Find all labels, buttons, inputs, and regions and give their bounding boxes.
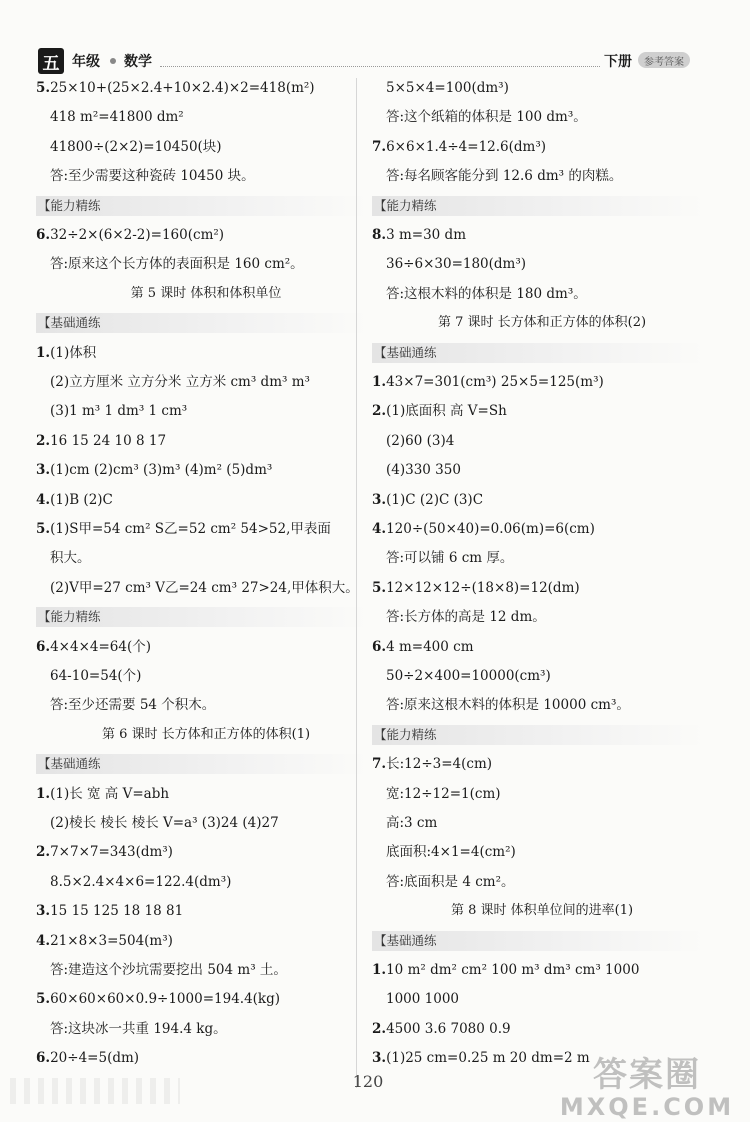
answer-line: 5.(1)S甲=54 cm² S乙=52 cm² 54>52,甲表面: [36, 521, 331, 537]
answer-line: 宽:12÷12=1(cm): [386, 785, 501, 802]
section-heading: 【能力精练: [36, 607, 368, 627]
scan-smudge: [10, 1078, 180, 1104]
answer-tag: 参考答案: [638, 52, 690, 68]
answer-line: (4)330 350: [386, 462, 461, 479]
answer-line: (2)立方厘米 立方分米 立方米 cm³ dm³ m³: [50, 374, 310, 390]
question-number: 8.: [372, 227, 387, 243]
answer-line: 答:建造这个沙坑需要挖出 504 m³ 土。: [50, 962, 287, 978]
question-number: 7.: [372, 138, 387, 155]
answer-line: 答:至少需要这种瓷砖 10450 块。: [50, 168, 255, 185]
answer-line: 1.(1)长 宽 高 V=abh: [36, 785, 170, 802]
volume-label: 下册: [604, 54, 632, 70]
question-number: 3.: [372, 491, 387, 508]
answer-line: 4.(1)B (2)C: [36, 491, 113, 508]
separator-dot: [110, 58, 116, 64]
lesson-title: 第 6 课时 长方体和正方体的体积(1): [101, 726, 311, 742]
answer-line: (2)60 (3)4: [386, 432, 455, 449]
answer-line: 6.20÷4=5(dm): [36, 1050, 140, 1067]
answer-line: 8.5×2.4×4×6=122.4(dm³): [50, 873, 232, 890]
answer-line: 2.16 15 24 10 8 17: [36, 432, 167, 449]
question-number: 3.: [372, 1050, 387, 1067]
question-number: 6.: [36, 1050, 51, 1067]
answer-line: 2.7×7×7=343(dm³): [36, 844, 173, 861]
answer-line: 2.4500 3.6 7080 0.9: [372, 1020, 511, 1037]
question-number: 1.: [36, 785, 51, 802]
section-heading: 【基础通练: [36, 754, 368, 774]
question-number: 6.: [36, 227, 51, 243]
answer-line: 6.4×4×4=64(个): [36, 638, 152, 655]
question-number: 7.: [372, 756, 387, 773]
answer-line: 答:每名顾客能分到 12.6 dm³ 的肉糕。: [386, 168, 623, 185]
answer-line: 答:长方体的高是 12 dm。: [386, 609, 546, 626]
question-number: 2.: [36, 844, 51, 861]
column-divider: [356, 78, 357, 1088]
answer-line: 2.(1)底面积 高 V=Sh: [372, 403, 507, 420]
answer-line: 7.长:12÷3=4(cm): [372, 756, 493, 773]
question-number: 4.: [372, 521, 387, 537]
question-number: 6.: [36, 638, 51, 655]
header-rule: [160, 66, 600, 67]
question-number: 5.: [36, 991, 51, 1008]
answer-line: 答:这根木料的体积是 180 dm³。: [386, 285, 587, 302]
answer-line: 答:这个纸箱的体积是 100 dm³。: [386, 109, 587, 126]
question-number: 2.: [36, 432, 51, 449]
lesson-title: 第 8 课时 体积单位间的进率(1): [450, 903, 634, 919]
answer-line: 8.3 m=30 dm: [372, 227, 466, 243]
grade-badge: 五: [38, 48, 64, 74]
question-number: 6.: [372, 638, 387, 655]
answer-line: 36÷6×30=180(dm³): [386, 256, 527, 273]
answer-line: 50÷2×400=10000(cm³): [386, 668, 551, 684]
answer-line: 答:原来这根木料的体积是 10000 cm³。: [386, 697, 630, 714]
section-heading: 【基础通练: [372, 931, 704, 951]
answer-line: 3.(1)C (2)C (3)C: [372, 491, 484, 508]
page-number: 120: [352, 1072, 384, 1091]
watermark-logo: [552, 1055, 742, 1121]
watermark-line1: 答案圈: [593, 1055, 701, 1095]
answer-line: 41800÷(2×2)=10450(块): [50, 138, 222, 155]
answer-line: (2)棱长 棱长 棱长 V=a³ (3)24 (4)27: [50, 815, 279, 831]
question-number: 5.: [36, 521, 51, 537]
section-heading: 【能力精练: [372, 196, 704, 216]
answer-line: 积大。: [50, 550, 91, 567]
answer-line: (2)V甲=27 cm³ V乙=24 cm³ 27>24,甲体积大。: [50, 579, 359, 596]
section-heading: 【基础通练: [372, 343, 704, 363]
lesson-title: 第 7 课时 长方体和正方体的体积(2): [437, 315, 647, 331]
grade-label: 年级: [72, 54, 100, 70]
answer-line: 1.43×7=301(cm³) 25×5=125(m³): [372, 374, 604, 390]
question-number: 2.: [372, 1020, 387, 1037]
lesson-title: 第 5 课时 体积和体积单位: [130, 285, 282, 301]
section-heading: 【基础通练: [36, 313, 368, 333]
answer-line: 底面积:4×1=4(cm²): [386, 844, 516, 861]
answer-line: 1.10 m² dm² cm² 100 m³ dm³ cm³ 1000: [372, 962, 640, 978]
question-number: 5.: [372, 579, 387, 596]
question-number: 4.: [36, 491, 51, 508]
question-number: 1.: [36, 344, 51, 361]
answer-line: 3.(1)25 cm=0.25 m 20 dm=2 m: [372, 1050, 590, 1067]
answer-line: 1000 1000: [386, 991, 460, 1008]
question-number: 4.: [36, 932, 51, 949]
question-number: 3.: [36, 462, 51, 479]
question-number: 1.: [372, 374, 387, 390]
question-number: 1.: [372, 962, 387, 978]
answer-line: 答:可以铺 6 cm 厚。: [386, 550, 514, 567]
question-number: 2.: [372, 403, 387, 420]
question-number: 3.: [36, 903, 51, 920]
answer-line: 5.12×12×12÷(18×8)=12(dm): [372, 579, 580, 596]
question-number: 5.: [36, 80, 51, 96]
answer-line: 6.32÷2×(6×2-2)=160(cm²): [36, 227, 225, 243]
answer-line: 5×5×4=100(dm³): [386, 80, 509, 96]
answer-line: 1.(1)体积: [36, 344, 97, 361]
answer-line: 3.(1)cm (2)cm³ (3)m³ (4)m² (5)dm³: [36, 462, 273, 479]
answer-line: 5.25×10+(25×2.4+10×2.4)×2=418(m²): [36, 80, 315, 96]
answer-line: 6.4 m=400 cm: [372, 638, 474, 655]
section-heading: 【能力精练: [36, 196, 368, 216]
section-heading: 【能力精练: [372, 725, 704, 745]
answer-line: 3.15 15 125 18 18 81: [36, 903, 184, 920]
page-header: [0, 0, 750, 78]
answer-line: 418 m²=41800 dm²: [50, 109, 184, 126]
answer-line: 4.21×8×3=504(m³): [36, 932, 173, 949]
watermark-line2: MXQE.COM: [559, 1093, 735, 1121]
answer-line: 5.60×60×60×0.9÷1000=194.4(kg): [36, 991, 281, 1008]
answer-line: 4.120÷(50×40)=0.06(m)=6(cm): [372, 521, 595, 537]
answer-line: 答:这块冰一共重 194.4 kg。: [50, 1020, 227, 1037]
answer-line: (3)1 m³ 1 dm³ 1 cm³: [50, 403, 188, 420]
answer-line: 64-10=54(个): [50, 668, 142, 684]
answer-line: 答:底面积是 4 cm²。: [386, 873, 515, 890]
answer-line: 答:原来这个长方体的表面积是 160 cm²。: [50, 256, 304, 273]
subject-label: 数学: [124, 54, 152, 70]
answer-line: 高:3 cm: [386, 815, 438, 831]
answer-line: 答:至少还需要 54 个积木。: [50, 697, 216, 714]
answer-line: 7.6×6×1.4÷4=12.6(dm³): [372, 138, 547, 155]
